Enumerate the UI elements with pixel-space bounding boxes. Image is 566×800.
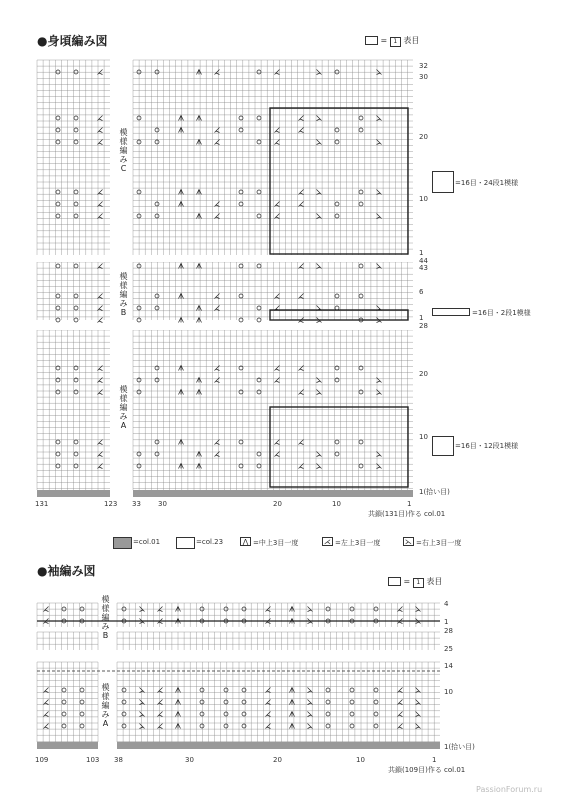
- col23-swatch: [176, 537, 195, 549]
- left-3-dec-symbol: [266, 724, 271, 729]
- left-3-dec-symbol: [158, 724, 163, 729]
- right-3-dec-symbol: [317, 452, 322, 457]
- yarn-over-symbol: [224, 712, 228, 716]
- yarn-over-symbol: [62, 712, 66, 716]
- cast-on-row: [37, 742, 98, 749]
- col-label: 131: [35, 500, 49, 508]
- row-label: 10: [419, 195, 428, 203]
- yarn-over-symbol: [359, 128, 363, 132]
- repeat-b-text: =16目・2段1模様: [472, 309, 531, 317]
- yarn-over-symbol: [74, 452, 78, 456]
- yarn-over-symbol: [257, 464, 261, 468]
- center-3-dec-symbol: [197, 378, 202, 383]
- col-label: 109: [35, 756, 49, 764]
- row-label: 1: [419, 249, 424, 257]
- yarn-over-symbol: [350, 700, 354, 704]
- yarn-over-symbol: [359, 390, 363, 394]
- sleeve-pattern-a-label: 模様編みA: [101, 683, 110, 728]
- right-3-dec-symbol: [377, 378, 382, 383]
- left-3-dec-symbol: [299, 440, 304, 445]
- right-3-dec-symbol: [416, 712, 421, 717]
- yarn-over-symbol: [122, 688, 126, 692]
- right-3-dec-symbol: [317, 190, 322, 195]
- yarn-over-symbol: [242, 688, 246, 692]
- left-3-dec-symbol: [215, 452, 220, 457]
- legend-right3: =右上3目一度: [416, 539, 462, 547]
- yarn-over-symbol: [80, 688, 84, 692]
- yarn-over-symbol: [122, 712, 126, 716]
- yarn-over-symbol: [239, 440, 243, 444]
- left-3-dec-symbol: [98, 202, 103, 207]
- right3-icon: ⋋: [405, 538, 412, 546]
- yarn-over-symbol: [257, 390, 261, 394]
- yarn-over-symbol: [350, 712, 354, 716]
- legend-left3: =左上3目一度: [335, 539, 381, 547]
- left-3-dec-symbol: [98, 378, 103, 383]
- yarn-over-symbol: [242, 700, 246, 704]
- repeat-c-text: =16目・24段1模様: [455, 179, 519, 187]
- row-label: 30: [419, 73, 428, 81]
- center-3-dec-symbol: [197, 116, 202, 121]
- yarn-over-symbol: [74, 140, 78, 144]
- center-3-dec-symbol: [197, 452, 202, 457]
- key-box-icon: [388, 577, 401, 586]
- pattern-b-label: 模様編みB: [119, 272, 128, 317]
- row-label: 32: [419, 62, 428, 70]
- col-label: 20: [273, 500, 282, 508]
- yarn-over-symbol: [257, 452, 261, 456]
- yarn-over-symbol: [350, 688, 354, 692]
- left-3-dec-symbol: [275, 378, 280, 383]
- yarn-over-symbol: [359, 264, 363, 268]
- right-3-dec-symbol: [377, 140, 382, 145]
- center-3-dec-symbol: [176, 688, 181, 693]
- right-3-dec-symbol: [308, 688, 313, 693]
- center-3-dec-symbol: [197, 306, 202, 311]
- yarn-over-symbol: [200, 712, 204, 716]
- col-label: 10: [356, 756, 365, 764]
- row-label: 10: [419, 433, 428, 441]
- yarn-over-symbol: [80, 712, 84, 716]
- right-3-dec-symbol: [308, 724, 313, 729]
- left-3-dec-symbol: [215, 140, 220, 145]
- left-3-dec-symbol: [215, 366, 220, 371]
- section-gap: [37, 255, 413, 262]
- left-3-dec-symbol: [266, 688, 271, 693]
- left-3-dec-symbol: [98, 440, 103, 445]
- left-3-dec-symbol: [215, 294, 220, 299]
- yarn-over-symbol: [326, 688, 330, 692]
- center-3-dec-symbol: [176, 724, 181, 729]
- key-num: 1: [413, 578, 424, 588]
- center-3-dec-symbol: [197, 390, 202, 395]
- left-3-dec-symbol: [398, 700, 403, 705]
- yarn-over-symbol: [335, 452, 339, 456]
- right-3-dec-symbol: [140, 688, 145, 693]
- yarn-over-symbol: [155, 306, 159, 310]
- yarn-over-symbol: [74, 202, 78, 206]
- left-3-dec-symbol: [215, 214, 220, 219]
- yarn-over-symbol: [257, 190, 261, 194]
- yarn-over-symbol: [335, 214, 339, 218]
- left-3-dec-symbol: [98, 452, 103, 457]
- legend-col23: =col.23: [196, 538, 224, 546]
- left-3-dec-symbol: [98, 128, 103, 133]
- center-3-dec-symbol: [179, 116, 184, 121]
- yarn-over-symbol: [56, 390, 60, 394]
- center-3-dec-symbol: [176, 700, 181, 705]
- center-3-dec-symbol: [197, 264, 202, 269]
- repeat-c-box-icon: [432, 171, 454, 193]
- row-label: 20: [419, 370, 428, 378]
- yarn-over-symbol: [56, 440, 60, 444]
- yarn-over-symbol: [155, 440, 159, 444]
- yarn-over-symbol: [326, 724, 330, 728]
- yarn-over-symbol: [239, 294, 243, 298]
- yarn-over-symbol: [80, 724, 84, 728]
- left-3-dec-symbol: [398, 688, 403, 693]
- center-3-dec-symbol: [179, 128, 184, 133]
- yarn-over-symbol: [56, 264, 60, 268]
- yarn-over-symbol: [56, 190, 60, 194]
- yarn-over-symbol: [374, 724, 378, 728]
- center-3-dec-symbol: [179, 190, 184, 195]
- yarn-over-symbol: [200, 724, 204, 728]
- center3-icon: ⋀: [240, 537, 251, 546]
- right-3-dec-symbol: [416, 724, 421, 729]
- yarn-over-symbol: [257, 214, 261, 218]
- left-3-dec-symbol: [98, 390, 103, 395]
- repeat-a-box-icon: [432, 436, 454, 456]
- legend-center3: =中上3目一度: [253, 539, 299, 547]
- right-3-dec-symbol: [140, 724, 145, 729]
- yarn-over-symbol: [56, 464, 60, 468]
- col-label: 10: [332, 500, 341, 508]
- left-3-dec-symbol: [299, 190, 304, 195]
- yarn-over-symbol: [74, 294, 78, 298]
- yarn-over-symbol: [359, 190, 363, 194]
- row-label: 1: [444, 618, 449, 626]
- left-3-dec-symbol: [275, 202, 280, 207]
- col-label: 20: [273, 756, 282, 764]
- row-label: 28: [419, 322, 428, 330]
- left-3-dec-symbol: [398, 724, 403, 729]
- yarn-over-symbol: [242, 712, 246, 716]
- right-3-dec-symbol: [377, 264, 382, 269]
- row-label: 1(拾い目): [444, 743, 475, 751]
- col-label: 30: [158, 500, 167, 508]
- yarn-over-symbol: [56, 116, 60, 120]
- left-3-dec-symbol: [98, 366, 103, 371]
- left-3-dec-symbol: [98, 140, 103, 145]
- yarn-over-symbol: [224, 700, 228, 704]
- center-3-dec-symbol: [179, 440, 184, 445]
- yarn-over-symbol: [326, 712, 330, 716]
- yarn-over-symbol: [359, 116, 363, 120]
- right-3-dec-symbol: [308, 712, 313, 717]
- yarn-over-symbol: [335, 140, 339, 144]
- yarn-over-symbol: [74, 306, 78, 310]
- yarn-over-symbol: [350, 724, 354, 728]
- left-3-dec-symbol: [275, 214, 280, 219]
- pattern-c-label: 模様編みC: [119, 128, 128, 173]
- yarn-over-symbol: [122, 724, 126, 728]
- row-label: 4: [444, 600, 449, 608]
- body-chart-title: ●身頃編み図: [37, 34, 108, 48]
- yarn-over-symbol: [74, 190, 78, 194]
- yarn-over-symbol: [242, 724, 246, 728]
- yarn-over-symbol: [239, 390, 243, 394]
- row-label: 14: [444, 662, 453, 670]
- sleeve-chart-key: = 1 表目: [388, 576, 442, 588]
- yarn-over-symbol: [56, 202, 60, 206]
- col-label: 33: [132, 500, 141, 508]
- left-3-dec-symbol: [266, 712, 271, 717]
- yarn-over-symbol: [359, 464, 363, 468]
- left-3-dec-symbol: [215, 202, 220, 207]
- yarn-over-symbol: [239, 264, 243, 268]
- yarn-over-symbol: [74, 390, 78, 394]
- center-3-dec-symbol: [179, 366, 184, 371]
- section-gap: [37, 320, 413, 330]
- yarn-over-symbol: [239, 464, 243, 468]
- left-3-dec-symbol: [44, 688, 49, 693]
- right-3-dec-symbol: [377, 214, 382, 219]
- yarn-over-symbol: [239, 128, 243, 132]
- yarn-over-symbol: [239, 116, 243, 120]
- center-3-dec-symbol: [179, 202, 184, 207]
- col01-swatch: [113, 537, 132, 549]
- right-3-dec-symbol: [317, 140, 322, 145]
- yarn-over-symbol: [74, 440, 78, 444]
- left-3-dec-symbol: [275, 452, 280, 457]
- row-label: 6: [419, 288, 424, 296]
- row-label: 20: [419, 133, 428, 141]
- yarn-over-symbol: [122, 700, 126, 704]
- left-3-dec-symbol: [299, 294, 304, 299]
- yarn-over-symbol: [374, 688, 378, 692]
- right-3-dec-symbol: [308, 700, 313, 705]
- left-3-dec-symbol: [275, 140, 280, 145]
- left-3-dec-symbol: [275, 440, 280, 445]
- yarn-over-symbol: [155, 202, 159, 206]
- yarn-over-symbol: [200, 688, 204, 692]
- left-3-dec-symbol: [215, 128, 220, 133]
- col-label: 38: [114, 756, 123, 764]
- yarn-over-symbol: [374, 700, 378, 704]
- yarn-over-symbol: [335, 440, 339, 444]
- col-label: 1: [432, 756, 437, 764]
- right-3-dec-symbol: [317, 378, 322, 383]
- left-3-dec-symbol: [98, 190, 103, 195]
- yarn-over-symbol: [155, 128, 159, 132]
- center-3-dec-symbol: [179, 264, 184, 269]
- yarn-over-symbol: [155, 140, 159, 144]
- yarn-over-symbol: [56, 306, 60, 310]
- yarn-over-symbol: [74, 464, 78, 468]
- cast-on-row: [117, 742, 440, 749]
- cast-on-note: 共鎖(109目)作る col.01: [388, 766, 466, 774]
- center-3-dec-symbol: [179, 390, 184, 395]
- left-3-dec-symbol: [266, 700, 271, 705]
- left-3-dec-symbol: [215, 306, 220, 311]
- yarn-over-symbol: [74, 116, 78, 120]
- yarn-over-symbol: [155, 294, 159, 298]
- right-3-dec-symbol: [317, 116, 322, 121]
- cast-on-row: [133, 490, 413, 497]
- yarn-over-symbol: [155, 214, 159, 218]
- yarn-over-symbol: [74, 264, 78, 268]
- right-3-dec-symbol: [317, 214, 322, 219]
- yarn-over-symbol: [56, 452, 60, 456]
- yarn-over-symbol: [359, 202, 363, 206]
- left-3-dec-symbol: [158, 700, 163, 705]
- yarn-over-symbol: [224, 688, 228, 692]
- yarn-over-symbol: [56, 214, 60, 218]
- left-3-dec-symbol: [98, 306, 103, 311]
- right-3-dec-symbol: [377, 116, 382, 121]
- yarn-over-symbol: [257, 116, 261, 120]
- center-3-dec-symbol: [197, 140, 202, 145]
- left-3-dec-symbol: [299, 128, 304, 133]
- left-3-dec-symbol: [98, 116, 103, 121]
- row-label: 10: [444, 688, 453, 696]
- yarn-over-symbol: [62, 724, 66, 728]
- right-3-dec-symbol: [416, 700, 421, 705]
- repeat-a-outline: [270, 407, 408, 487]
- left-3-dec-symbol: [44, 700, 49, 705]
- repeat-a-text: =16目・12段1模様: [455, 442, 519, 450]
- key-num: 1: [390, 37, 401, 47]
- yarn-over-symbol: [200, 700, 204, 704]
- yarn-over-symbol: [74, 214, 78, 218]
- repeat-b-box-icon: [432, 308, 470, 316]
- yarn-over-symbol: [257, 264, 261, 268]
- yarn-over-symbol: [239, 190, 243, 194]
- left-3-dec-symbol: [398, 712, 403, 717]
- left-3-dec-symbol: [299, 202, 304, 207]
- left-3-dec-symbol: [98, 264, 103, 269]
- pattern-a-label: 模様編みA: [119, 385, 128, 430]
- yarn-over-symbol: [257, 306, 261, 310]
- yarn-over-symbol: [56, 294, 60, 298]
- right-3-dec-symbol: [317, 390, 322, 395]
- repeat-b-outline: [270, 310, 408, 320]
- yarn-over-symbol: [335, 202, 339, 206]
- left-3-dec-symbol: [158, 712, 163, 717]
- center-3-dec-symbol: [197, 190, 202, 195]
- cast-on-row: [37, 490, 110, 497]
- right-3-dec-symbol: [377, 390, 382, 395]
- center-3-dec-symbol: [176, 712, 181, 717]
- right-3-dec-symbol: [416, 688, 421, 693]
- left-3-dec-symbol: [275, 128, 280, 133]
- yarn-over-symbol: [239, 202, 243, 206]
- body-chart-key: = 1 表目: [365, 35, 419, 47]
- sleeve-chart-title: ●袖編み図: [37, 564, 96, 578]
- row-label: 1(拾い目): [419, 488, 450, 496]
- row-label: 43: [419, 264, 428, 272]
- col-label: 1: [407, 500, 412, 508]
- yarn-over-symbol: [56, 128, 60, 132]
- left-3-dec-symbol: [215, 378, 220, 383]
- watermark: PassionForum.ru: [476, 785, 543, 794]
- left-3-dec-symbol: [215, 440, 220, 445]
- yarn-over-symbol: [224, 724, 228, 728]
- cast-on-note: 共鎖(131目)作る col.01: [368, 510, 446, 518]
- left-3-dec-symbol: [44, 712, 49, 717]
- col-label: 30: [185, 756, 194, 764]
- left-3-dec-symbol: [98, 294, 103, 299]
- left-3-dec-symbol: [299, 116, 304, 121]
- yarn-over-symbol: [359, 440, 363, 444]
- yarn-over-symbol: [80, 700, 84, 704]
- center-3-dec-symbol: [197, 214, 202, 219]
- right-3-dec-symbol: [317, 264, 322, 269]
- left-3-dec-symbol: [158, 688, 163, 693]
- yarn-over-symbol: [62, 700, 66, 704]
- row-label: 1: [419, 314, 424, 322]
- left-3-dec-symbol: [275, 366, 280, 371]
- legend-col01: =col.01: [133, 538, 161, 546]
- center-3-dec-symbol: [179, 294, 184, 299]
- left-3-dec-symbol: [44, 724, 49, 729]
- left3-icon: ⋌: [324, 538, 331, 546]
- yarn-over-symbol: [56, 140, 60, 144]
- yarn-over-symbol: [359, 294, 363, 298]
- sleeve-pattern-b-label: 模様編みB: [101, 595, 110, 640]
- yarn-over-symbol: [335, 294, 339, 298]
- row-label: 25: [444, 645, 453, 653]
- left-3-dec-symbol: [299, 264, 304, 269]
- col-label: 123: [104, 500, 118, 508]
- yarn-over-symbol: [257, 140, 261, 144]
- right-3-dec-symbol: [140, 712, 145, 717]
- yarn-over-symbol: [155, 452, 159, 456]
- right-3-dec-symbol: [377, 452, 382, 457]
- row-label: 28: [444, 627, 453, 635]
- yarn-over-symbol: [74, 128, 78, 132]
- yarn-over-symbol: [62, 688, 66, 692]
- right-3-dec-symbol: [140, 700, 145, 705]
- row-label: 44: [419, 257, 428, 265]
- left-3-dec-symbol: [299, 366, 304, 371]
- yarn-over-symbol: [335, 128, 339, 132]
- right-3-dec-symbol: [377, 190, 382, 195]
- yarn-over-symbol: [374, 712, 378, 716]
- col-label: 103: [86, 756, 100, 764]
- left-3-dec-symbol: [275, 294, 280, 299]
- yarn-over-symbol: [326, 700, 330, 704]
- left-3-dec-symbol: [299, 390, 304, 395]
- left-3-dec-symbol: [98, 214, 103, 219]
